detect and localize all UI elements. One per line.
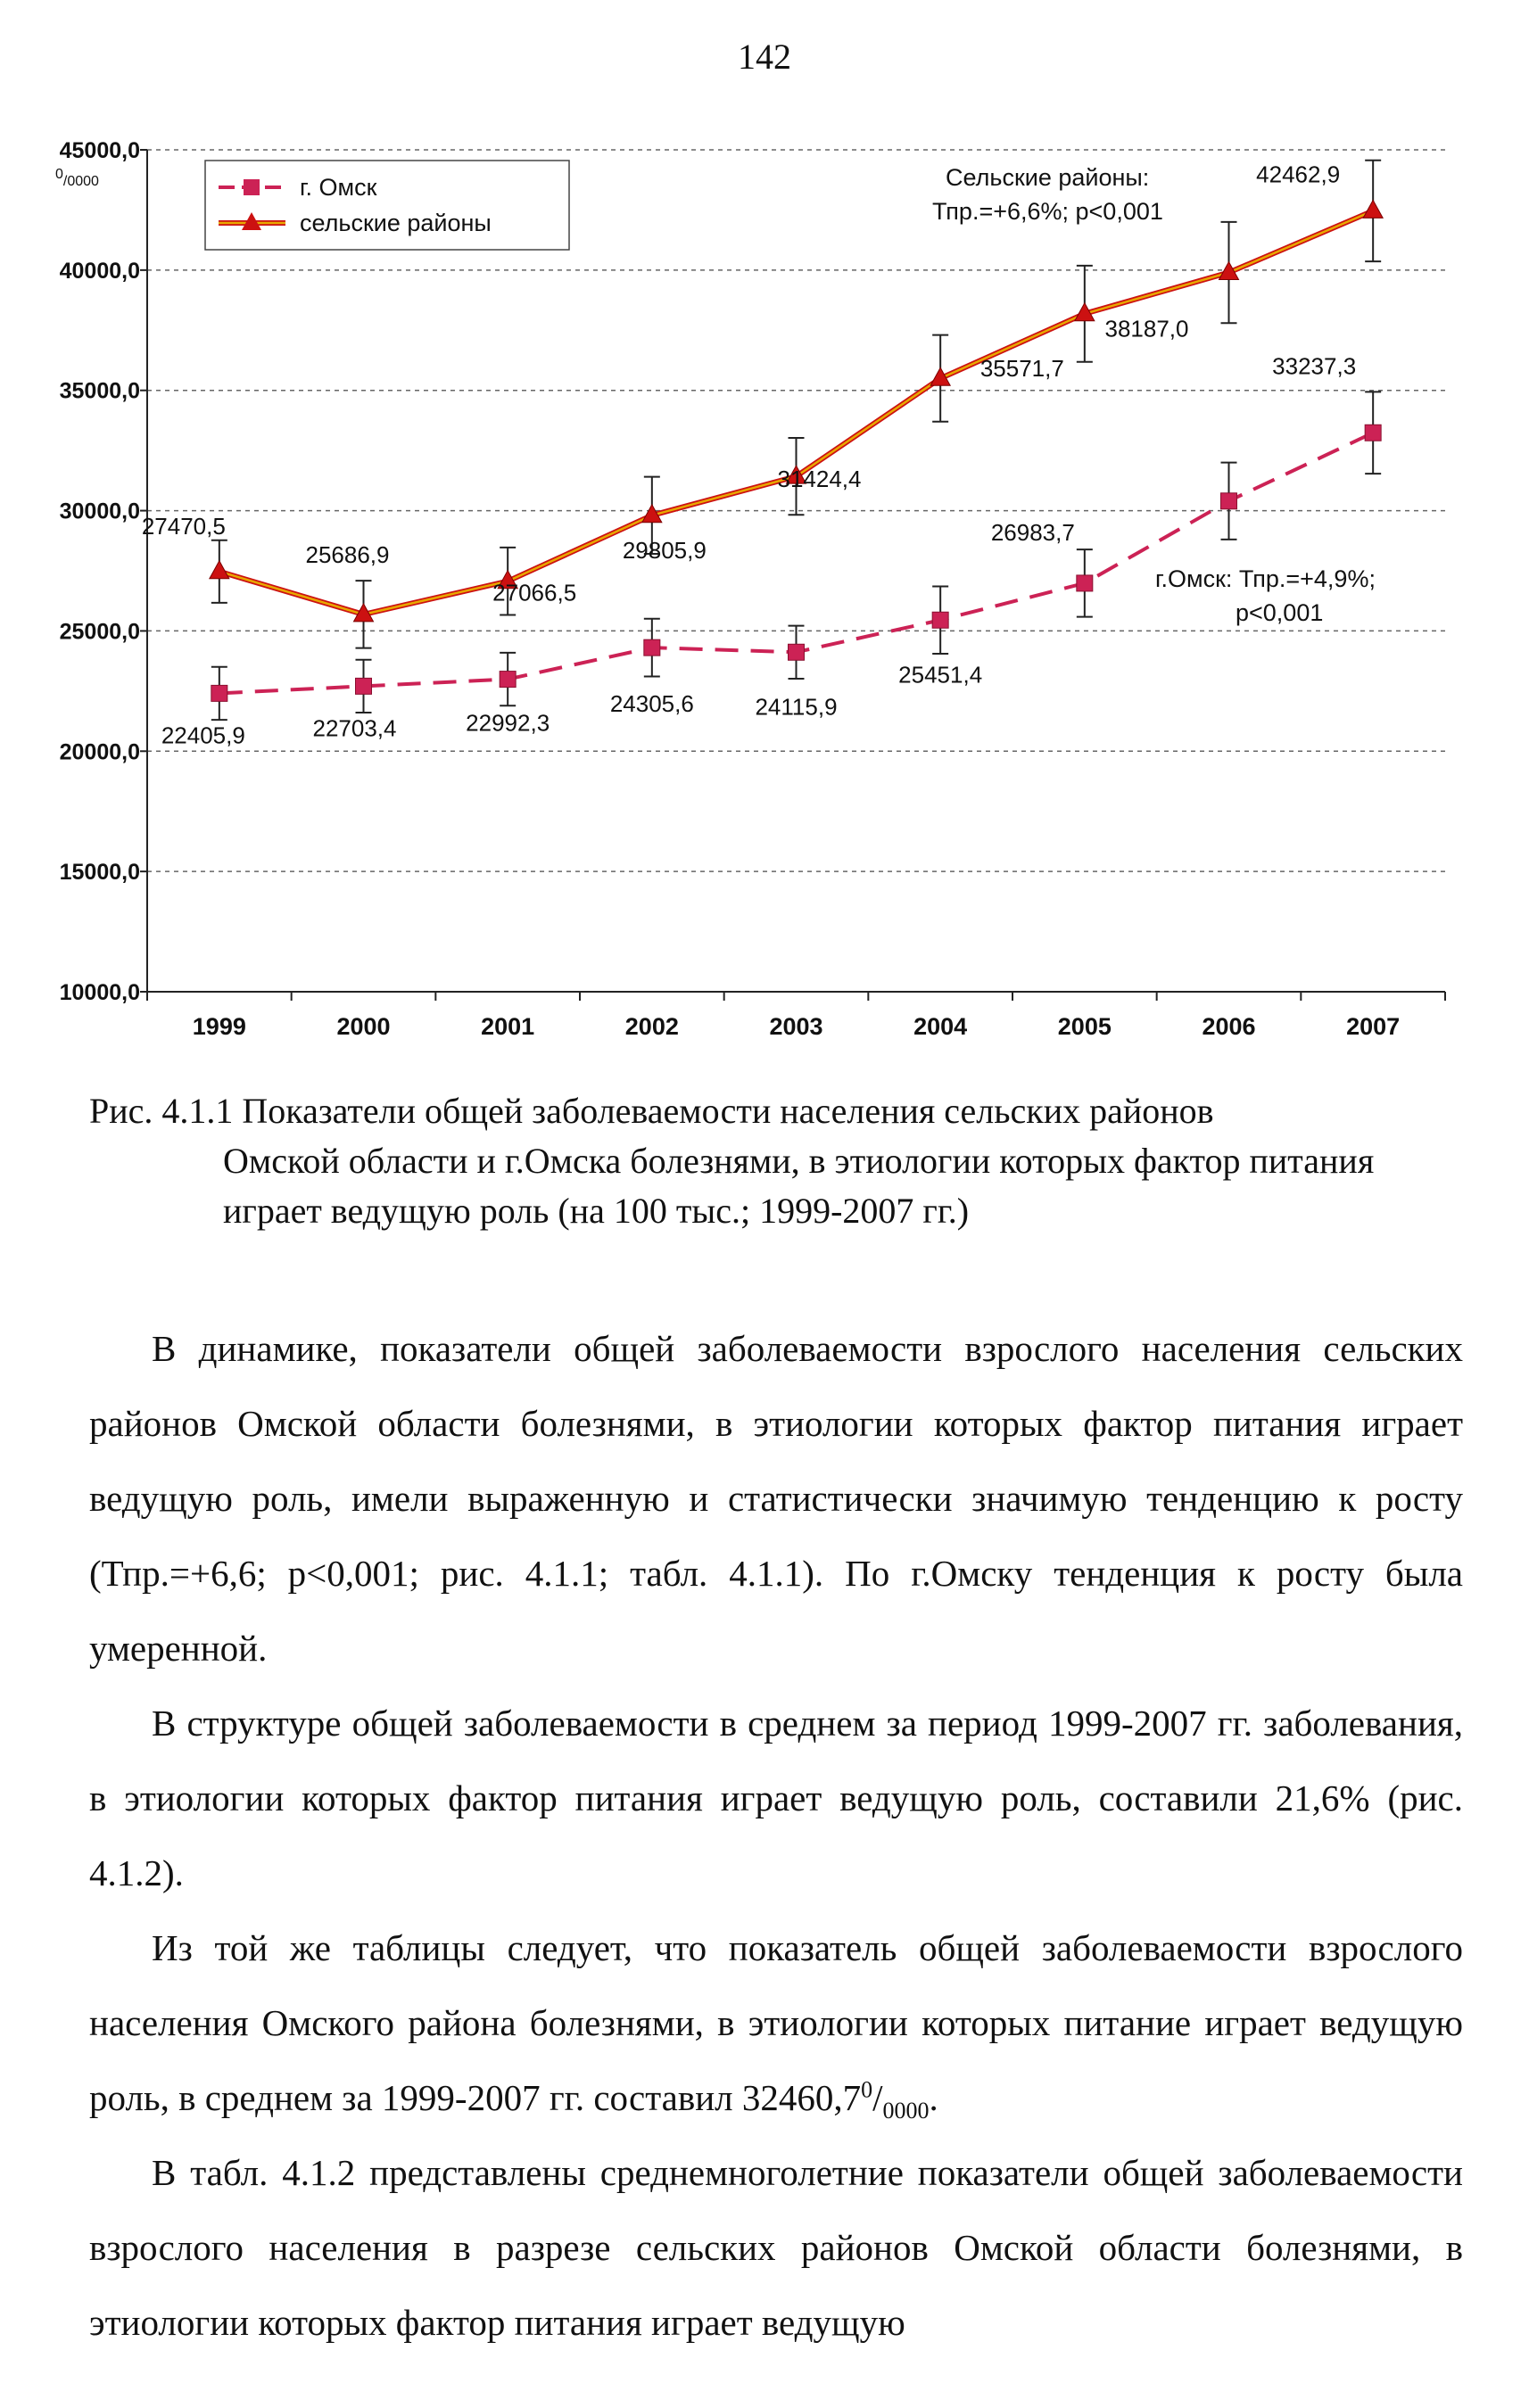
marker-triangle bbox=[210, 561, 229, 579]
data-label: 42462,9 bbox=[1256, 161, 1341, 188]
y-tick-label: 25000,0 bbox=[59, 619, 140, 645]
paragraph-3-text: Из той же таблицы следует, что показатель общей заболеваемости взрослого населения Омского района болезнями, в этиологии которых питание играет ведущую роль, в среднем за 1999-2007 гг. составил 32460,7 bbox=[89, 1927, 1463, 2118]
data-label: 24305,6 bbox=[609, 690, 694, 718]
legend-label: г. Омск bbox=[300, 174, 377, 201]
chart-legend bbox=[205, 161, 569, 250]
data-label: 27470,5 bbox=[141, 512, 226, 540]
data-label: 27066,5 bbox=[492, 579, 577, 606]
data-label: 35571,7 bbox=[979, 354, 1064, 382]
x-tick-label: 2003 bbox=[769, 1013, 823, 1040]
chart-annotations bbox=[932, 164, 1376, 626]
y-tick-label: 20000,0 bbox=[59, 739, 140, 765]
data-label: 22992,3 bbox=[466, 709, 550, 737]
marker-square bbox=[1077, 575, 1093, 591]
marker-square bbox=[644, 639, 660, 656]
marker-square bbox=[356, 678, 372, 694]
marker-square bbox=[211, 685, 227, 701]
data-label: 25686,9 bbox=[305, 540, 390, 568]
x-tick-label: 1999 bbox=[192, 1013, 246, 1040]
body-text bbox=[89, 1311, 1463, 2360]
marker-square bbox=[500, 672, 516, 688]
x-tick-label: 2004 bbox=[913, 1013, 968, 1040]
x-tick-label: 2006 bbox=[1202, 1013, 1256, 1040]
paragraph-2: В структуре общей заболеваемости в среднем за период 1999-2007 гг. заболевания, в этиологии которых фактор питания играет ведущую роль, составили 21,6% (рис. 4.1.2). bbox=[89, 1703, 1463, 1893]
legend-label: сельские районы bbox=[300, 210, 492, 236]
y-tick-label: 10000,0 bbox=[59, 980, 140, 1005]
unit-tail: . bbox=[929, 2077, 938, 2118]
annotation-omsk-p: p<0,001 bbox=[1236, 599, 1324, 626]
annotation-rural-title: Сельские районы: bbox=[946, 164, 1150, 191]
x-tick-label: 2001 bbox=[481, 1013, 535, 1040]
annotation-rural-stat: Тпр.=+6,6%; p<0,001 bbox=[932, 198, 1163, 225]
y-unit-label: 0/0000 bbox=[55, 167, 99, 189]
x-tick-label: 2007 bbox=[1346, 1013, 1401, 1040]
data-label: 33237,3 bbox=[1272, 352, 1357, 380]
caption-rest: Омской области и г.Омска болезнями, в этиологии которых фактор питания играет ведущую роль (на 100 тыс.; 1999-2007 гг.) bbox=[223, 1141, 1375, 1231]
series-line-2 bbox=[219, 210, 1373, 614]
morbidity-line-chart bbox=[36, 134, 1481, 1061]
y-tick-label: 40000,0 bbox=[59, 258, 140, 284]
unit-sub: 0000 bbox=[882, 2098, 930, 2124]
data-label: 22703,4 bbox=[312, 714, 397, 742]
unit-sep: / bbox=[872, 2077, 883, 2118]
paragraph-1: В динамике, показатели общей заболеваемости взрослого населения сельских районов Омской области болезнями, в этиологии которых фактор питания играет ведущую роль, имели выраженную и статистически значимую тенденцию к росту (Тпр.=+6,6; p<0,001; рис. 4.1.1; табл. 4.1.1). По г.Омску тенденция к росту была умеренной. bbox=[89, 1328, 1463, 1669]
marker-square bbox=[1365, 425, 1381, 441]
data-label: 22405,9 bbox=[161, 722, 245, 749]
y-tick-label: 35000,0 bbox=[59, 378, 140, 404]
y-tick-label: 45000,0 bbox=[59, 138, 140, 163]
x-tick-label: 2005 bbox=[1057, 1013, 1112, 1040]
annotation-omsk-stat: г.Омск: Тпр.=+4,9%; bbox=[1155, 565, 1376, 592]
x-tick-label: 2002 bbox=[624, 1013, 679, 1040]
y-tick-label: 30000,0 bbox=[59, 499, 140, 524]
data-label: 29805,9 bbox=[622, 536, 707, 564]
paragraph-3 bbox=[89, 1910, 1463, 2135]
legend-box bbox=[205, 161, 569, 250]
page-number: 142 bbox=[738, 37, 791, 77]
x-tick-label: 2000 bbox=[336, 1013, 391, 1040]
data-label: 26983,7 bbox=[990, 518, 1075, 546]
series-line-2-outline bbox=[219, 210, 1373, 614]
marker-triangle bbox=[1363, 200, 1383, 218]
marker-square bbox=[932, 612, 948, 628]
y-tick-label: 15000,0 bbox=[59, 860, 140, 886]
paragraph-4: В табл. 4.1.2 представлены среднемноголетние показатели общей заболеваемости взрослого населения в разрезе сельских районов Омской области болезнями, в этиологии которых фактор питания играет ведущую bbox=[89, 2152, 1463, 2343]
marker-square bbox=[1221, 493, 1237, 509]
data-label: 31424,4 bbox=[777, 466, 862, 493]
figure-caption bbox=[89, 1086, 1481, 1236]
caption-lead: Рис. 4.1.1 Показатели общей заболеваемости населения сельских районов bbox=[89, 1091, 1214, 1131]
marker-square bbox=[789, 644, 805, 660]
data-label: 38187,0 bbox=[1104, 315, 1189, 342]
unit-sup: 0 bbox=[861, 2076, 873, 2103]
data-label: 25451,4 bbox=[898, 661, 983, 689]
data-label: 24115,9 bbox=[755, 693, 838, 721]
legend-marker-square bbox=[244, 179, 260, 195]
